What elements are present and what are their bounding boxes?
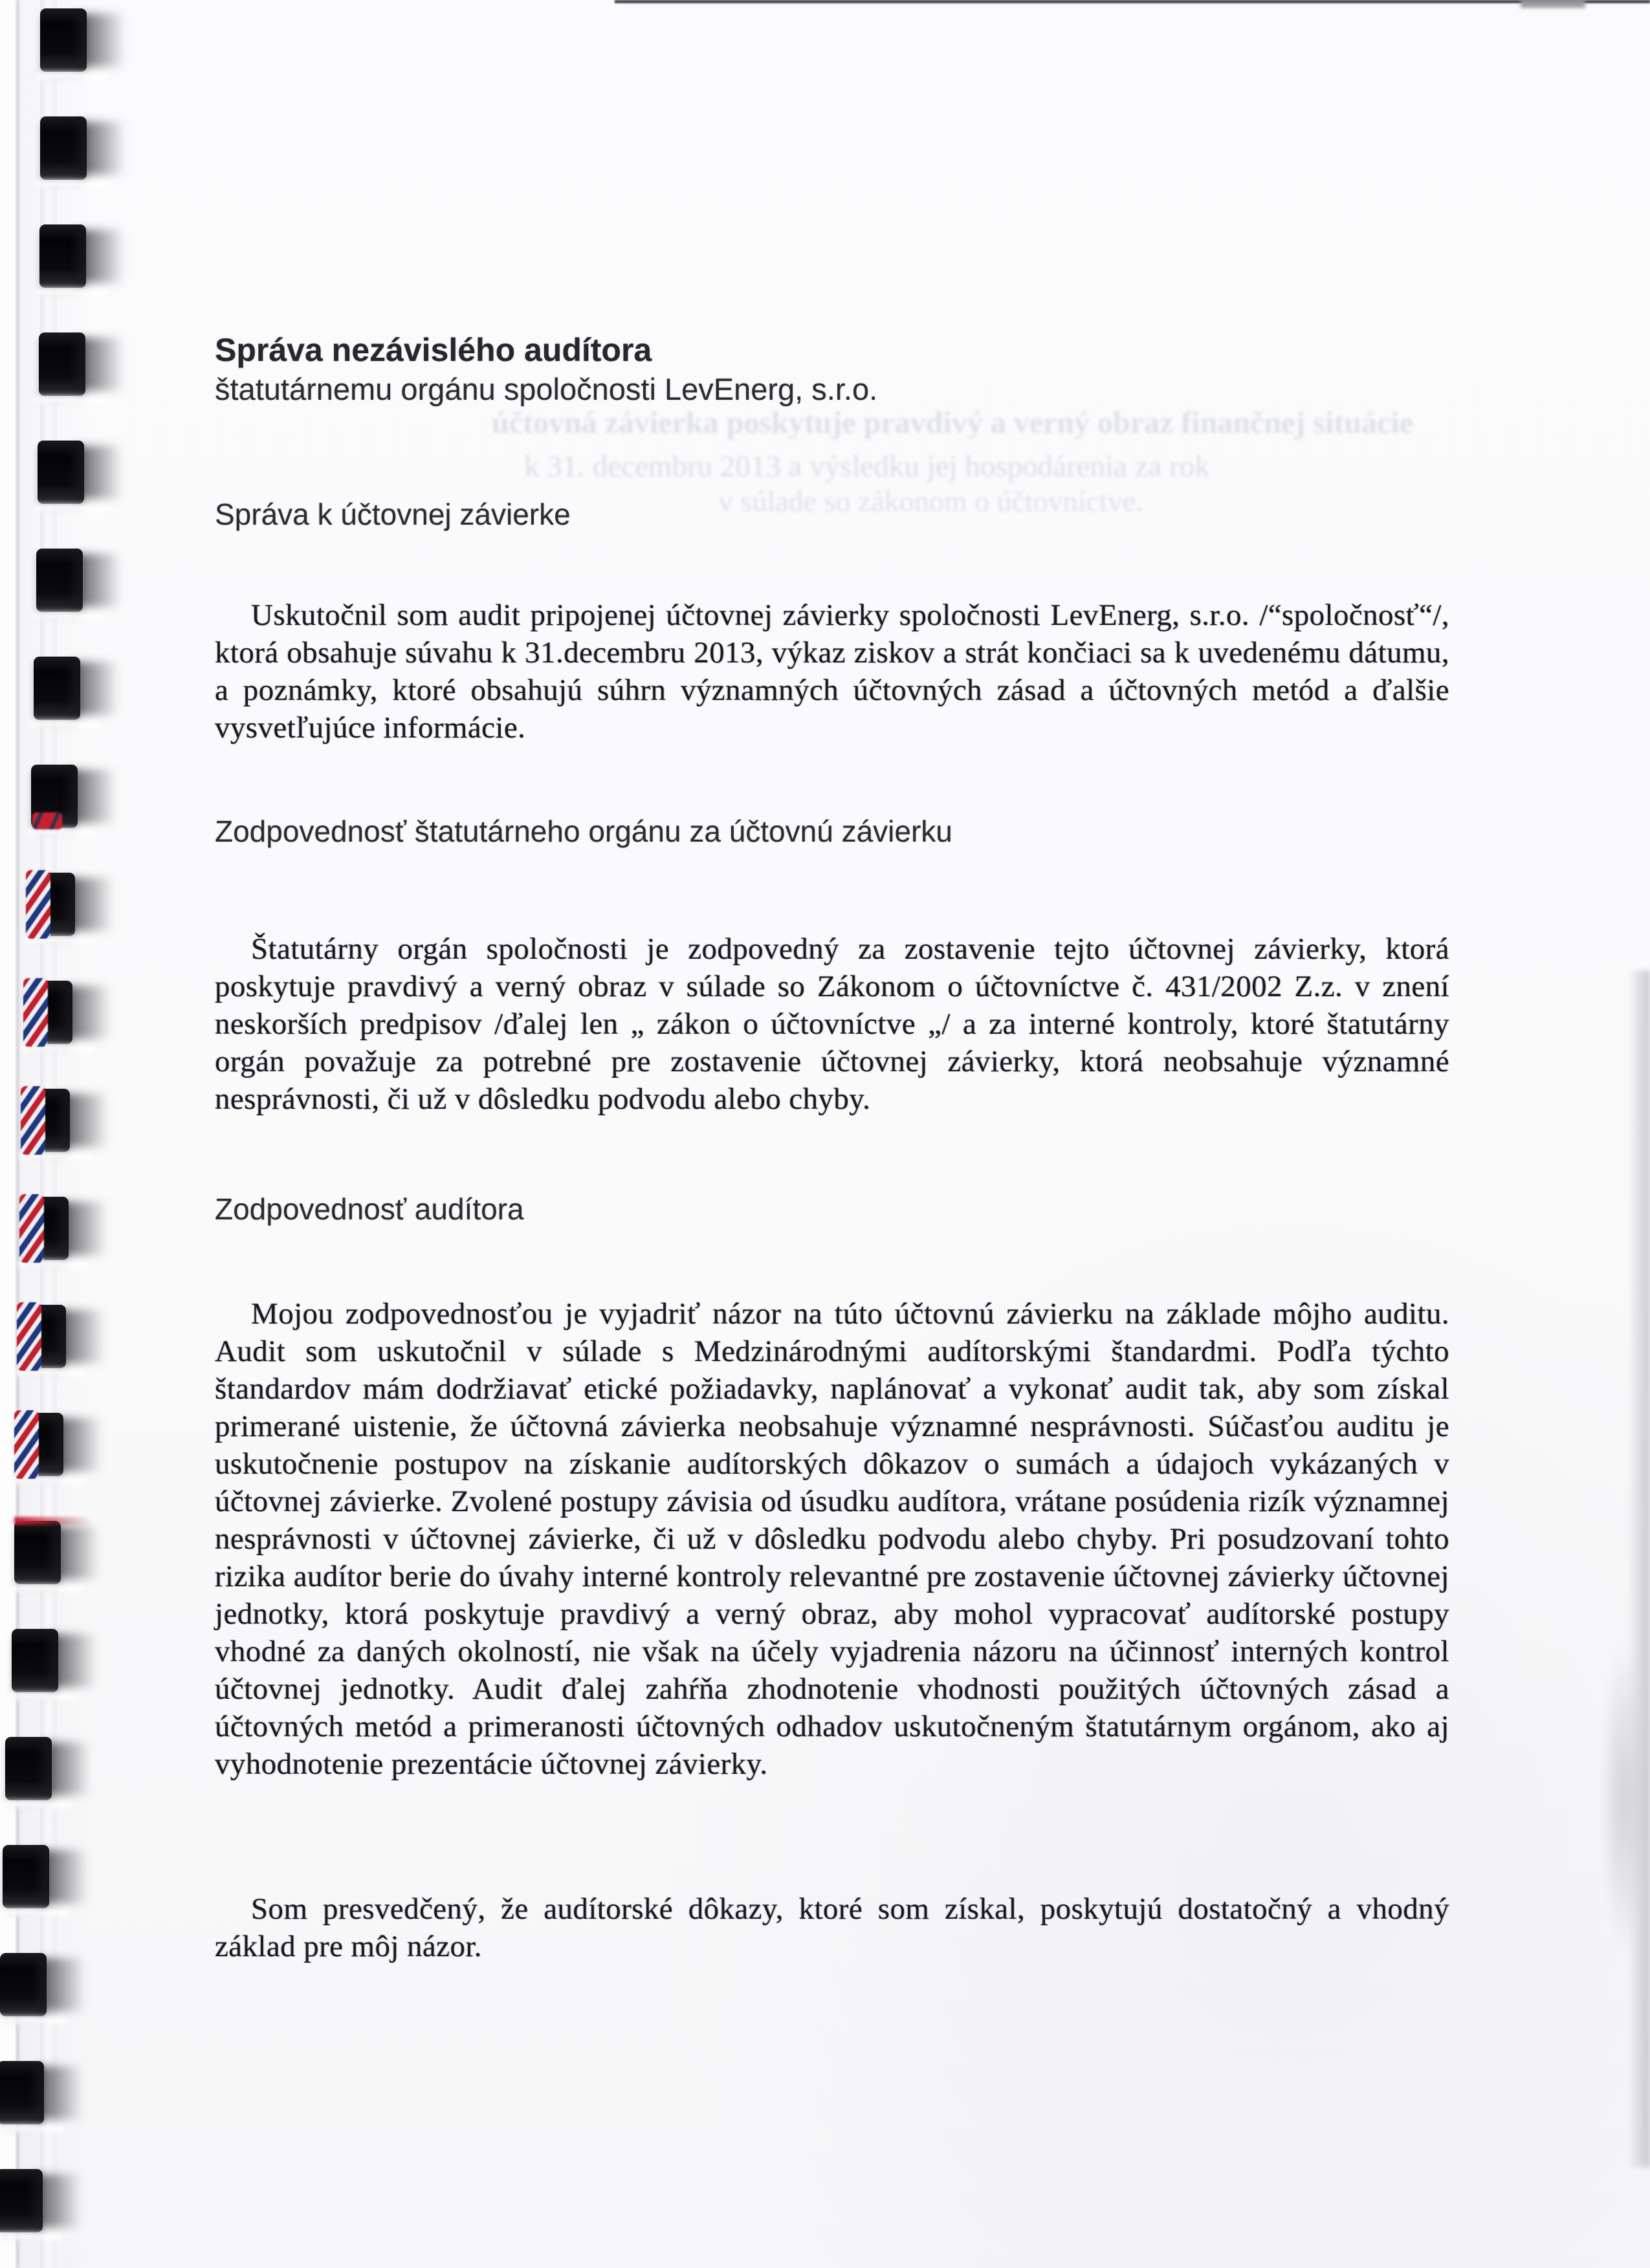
binding-comb-tab — [38, 441, 84, 504]
binding-tricolor-string — [26, 870, 50, 939]
bleedthrough-line: účtovná závierka poskytuje pravdivý a verný obraz finančnej situácie — [492, 406, 1413, 440]
binding-comb-tab — [36, 549, 83, 612]
binding-tricolor-string — [23, 978, 48, 1047]
binding-comb-tab — [22, 1197, 69, 1260]
binding-comb-tab — [19, 1305, 66, 1368]
binding-comb-tab — [0, 2061, 44, 2124]
paragraph-audit-scope: Uskutočnil som audit pripojenej účtovnej závierky spoločnosti LevEnerg, s.r.o. /“spoločnosť“/, ktorá obsahuje súvahu k 31.decembru 2013, výkaz ziskov a strát končiaci sa k uvedenému dátumu, a poznámky, ktoré obsahujú súhrn významných účtovných zásad a účtovných metód a ďalšie vysvetľujúce informácie. — [215, 598, 1449, 745]
binding-comb-tab — [39, 333, 85, 396]
page-right-smudge — [1601, 1643, 1646, 1954]
binding-comb-tab — [17, 1413, 63, 1476]
scan-top-edge-artifact — [615, 0, 1650, 3]
binding-red-string — [14, 1517, 92, 1525]
bleedthrough-line: v súlade so zákonom o účtovníctve. — [718, 485, 1143, 518]
binding-comb-tab — [14, 1521, 61, 1584]
bleedthrough-line: k 31. decembru 2013 a výsledku jej hospodárenia za rok — [524, 450, 1210, 483]
binding-comb-tab — [5, 1737, 52, 1800]
binding-tricolor-string — [14, 1410, 39, 1479]
section-heading-auditor-responsibility: Zodpovednosť audítora — [215, 1192, 524, 1226]
binding-tricolor-string — [21, 1086, 45, 1155]
binding-comb-tab — [0, 2169, 43, 2232]
report-addressee: štatutárnemu orgánu spoločnosti LevEnerg, s.r.o. — [215, 372, 878, 406]
report-title: Správa nezávislého audítora — [215, 332, 652, 368]
binding-comb-tab — [23, 1089, 70, 1152]
paragraph-auditor-responsibility: Mojou zodpovednosťou je vyjadriť názor na túto účtovnú závierku na základe môjho auditu. Audit som uskutočnil v súlade s Medzinárodnými audítorskými štandardmi. Podľa týchto štandardov mám dodržiavať etické požiadavky, naplánovať a vykonať audit tak, aby som získal primerané uistenie, že účtovná závierka neobsahuje významné nesprávnosti. Súčasťou auditu je uskutočnenie postupov na získanie audítorských dôkazov o sumách a údajoch vykázaných v účtovnej závierke. Zvolené postupy závisia od úsudku audítora, vrátane posúdenia rizík významnej nesprávnosti v účtovnej závierke, či už v dôsledku podvodu alebo chyby. Pri posudzovaní tohto rizika audítor berie do úvahy interné kontroly relevantné pre zostavenie účtovnej závierky účtovnej jednotky, ktorá poskytuje pravdivý a verný obraz, aby mohol vypracovať audítorské postupy vhodné za daných okolností, nie však na účely vyjadrenia názoru na účinnosť interných kontrol účtovnej jednotky. Audit ďalej zahŕňa zhodnotenie vhodnosti použitých účtovných zásad a účtovných metód a primeranosti účtovných odhadov uskutočneným štatutárnym orgánom, ako aj vyhodnotenie prezentácie účtovnej závierky. — [215, 1297, 1449, 1781]
binding-tricolor-string — [19, 1194, 44, 1263]
binding-comb-tab — [28, 873, 75, 936]
binding-comb-tab — [31, 765, 78, 828]
binding-red-string — [32, 812, 62, 829]
paragraph-management-responsibility: Štatutárny orgán spoločnosti je zodpovedný za zostavenie tejto účtovnej závierky, ktorá poskytuje pravdivý a verný obraz v súlade so Zákonom o účtovníctve č. 431/2002 Z.z. v znení neskorších predpisov /ďalej len „ zákon o účtovníctve „/ a za interné kontroly, ktoré štatutárny orgán považuje za potrebné pre zostavenie účtovnej závierky, ktorá neobsahuje významné nesprávnosti, či už v dôsledku podvodu alebo chyby. — [215, 932, 1449, 1116]
section-heading-financial-statements: Správa k účtovnej závierke — [215, 497, 571, 531]
binding-comb-tab — [40, 8, 87, 72]
section-heading-management-responsibility: Zodpovednosť štatutárneho orgánu za účtovnú závierku — [215, 814, 952, 848]
page-right-edge-shadow — [1628, 970, 1650, 2167]
binding-comb-tab — [12, 1629, 58, 1692]
binding-comb-tab — [0, 1953, 47, 2016]
scan-corner-smudge — [1521, 0, 1585, 8]
binding-comb-tab — [34, 657, 80, 720]
paragraph-audit-evidence: Som presvedčený, že audítorské dôkazy, ktoré som získal, poskytujú dostatočný a vhodný základ pre môj názor. — [215, 1892, 1449, 1963]
binding-comb-tab — [40, 116, 87, 180]
binding-comb-tab — [39, 224, 86, 288]
binding-comb-tab — [3, 1845, 49, 1908]
comb-binding — [0, 0, 142, 2268]
binding-tricolor-string — [17, 1302, 41, 1371]
binding-comb-tab — [26, 981, 72, 1044]
